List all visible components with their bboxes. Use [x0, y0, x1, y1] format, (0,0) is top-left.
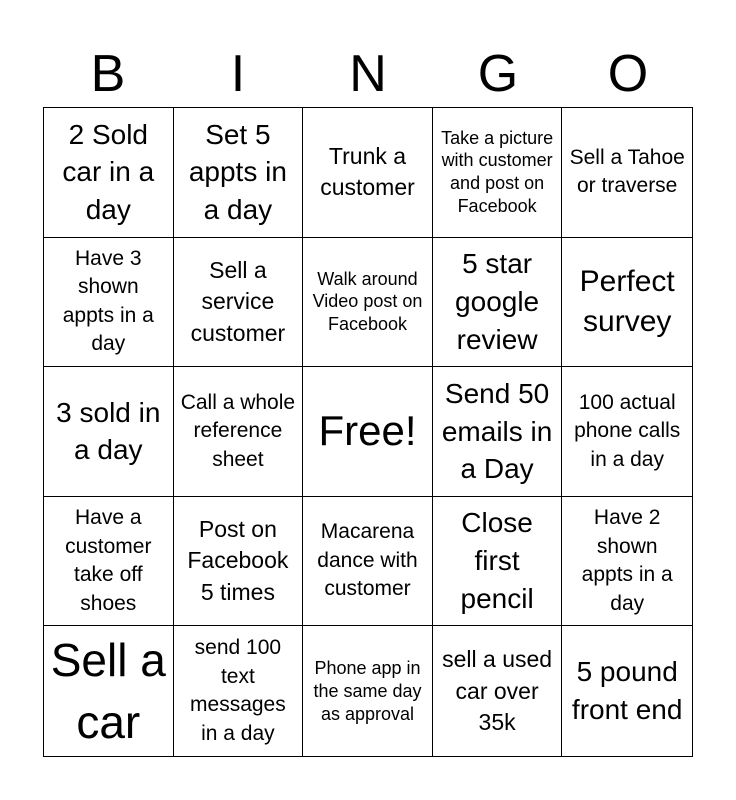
bingo-cell[interactable] [303, 108, 433, 238]
cell-text: send 100 text messages in a day [190, 636, 286, 745]
cell-text: Sell a Tahoe or traverse [569, 145, 685, 198]
cell-text: 5 star google review [455, 248, 540, 355]
cell-text: Perfect survey [579, 265, 675, 338]
cell-text: Sell a service customer [190, 256, 286, 346]
bingo-cell[interactable] [174, 108, 304, 238]
cell-text: Macarena dance with customer [317, 520, 418, 601]
cell-text: Post on Facebook 5 times [187, 516, 289, 605]
cell-text: Sell a car [50, 634, 166, 749]
header-letter-n: N [349, 45, 387, 103]
cell-text: sell a used car over 35k [442, 646, 553, 735]
bingo-cell[interactable] [433, 367, 563, 497]
bingo-cell[interactable] [562, 367, 692, 497]
bingo-cell[interactable] [433, 626, 563, 756]
bingo-cell[interactable] [44, 108, 174, 238]
bingo-cell[interactable] [44, 238, 174, 368]
bingo-cell[interactable] [44, 626, 174, 756]
bingo-cell[interactable] [562, 238, 692, 368]
bingo-cell[interactable] [433, 108, 563, 238]
bingo-cell[interactable] [562, 108, 692, 238]
bingo-cell[interactable] [433, 497, 563, 627]
cell-text: Walk around Video post on Facebook [312, 268, 423, 335]
bingo-cell[interactable] [433, 238, 563, 368]
header-letter-g: G [477, 45, 519, 103]
cell-text: 2 Sold car in a day [62, 118, 155, 226]
header-letter-b: B [90, 45, 126, 103]
header-letter-o: O [607, 45, 649, 103]
cell-text: Have a customer take off shoes [65, 506, 152, 615]
bingo-cell[interactable] [562, 497, 692, 627]
cell-text: Trunk a customer [320, 143, 415, 201]
bingo-cell[interactable] [174, 626, 304, 756]
cell-text: Set 5 appts in a day [188, 118, 287, 226]
cell-text: Have 3 shown appts in a day [62, 246, 154, 356]
bingo-cell[interactable] [174, 238, 304, 368]
bingo-cell[interactable] [303, 626, 433, 756]
bingo-cell[interactable] [44, 497, 174, 627]
cell-text: 100 actual phone calls in a day [574, 390, 681, 471]
bingo-cell[interactable] [562, 626, 692, 756]
cell-text: Have 2 shown appts in a day [581, 506, 673, 615]
cell-text: Close first pencil [460, 507, 534, 614]
cell-text: 5 pound front end [571, 656, 683, 726]
bingo-cell[interactable] [44, 367, 174, 497]
free-space[interactable] [303, 367, 433, 497]
bingo-header [43, 40, 693, 108]
cell-text: 3 sold in a day [56, 396, 161, 466]
cell-text: Free! [318, 407, 417, 455]
bingo-board [43, 107, 693, 757]
cell-text: Send 50 emails in a Day [441, 377, 553, 485]
bingo-cell[interactable] [174, 367, 304, 497]
bingo-cell[interactable] [174, 497, 304, 627]
cell-text: Call a whole reference sheet [180, 390, 296, 471]
bingo-cell[interactable] [303, 497, 433, 627]
cell-text: Phone app in the same day as approval [313, 657, 422, 724]
header-letter-i: I [230, 45, 246, 103]
cell-text: Take a picture with customer and post on Facebook [441, 127, 554, 217]
bingo-cell[interactable] [303, 238, 433, 368]
